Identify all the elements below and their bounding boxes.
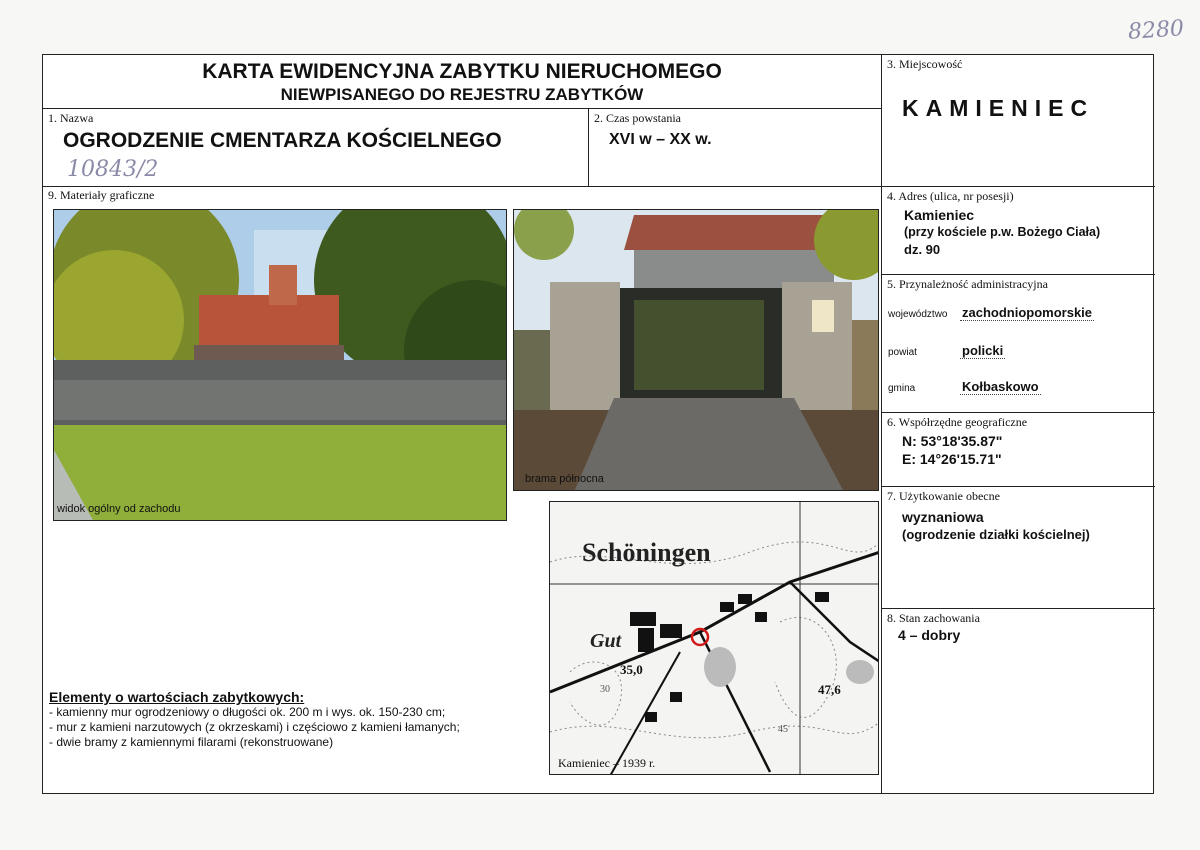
voivodeship-key: województwo	[888, 309, 948, 320]
county-key: powiat	[888, 347, 917, 358]
coords-cell	[882, 413, 1155, 487]
admin-label: 5. Przynależność administracyjna	[887, 277, 1048, 291]
admin-row-voivodeship	[888, 305, 1094, 321]
period-cell	[589, 109, 881, 187]
photo-north-gate-caption: brama północna	[525, 473, 604, 485]
map-title: Schöningen	[582, 538, 711, 567]
card-title: KARTA EWIDENCYJNA ZABYTKU NIERUCHOMEGO	[202, 60, 722, 83]
map-elevation-3: 30	[600, 684, 610, 695]
heritage-section	[49, 689, 549, 750]
coords-north: N: 53°18'35.87"	[902, 433, 1003, 449]
condition-value: 4 – dobry	[898, 627, 961, 643]
locality-label: 3. Miejscowość	[887, 57, 963, 71]
locality-value: KAMIENIEC	[902, 95, 1095, 121]
map-caption: Kamieniec – 1939 r.	[558, 756, 656, 770]
usage-line1: wyznaniowa	[902, 509, 984, 525]
historic-map	[549, 501, 879, 775]
photo-west-view	[53, 209, 507, 521]
coords-label: 6. Współrzędne geograficzne	[887, 415, 1028, 429]
period-value: XVI w – XX w.	[609, 131, 712, 148]
commune-key: gmina	[888, 383, 916, 394]
map-elevation-2: 47,6	[818, 682, 841, 697]
archive-number: 8280	[1127, 16, 1185, 45]
address-cell	[882, 187, 1155, 275]
photo-north-gate	[513, 209, 879, 491]
map-elevation-1: 35,0	[620, 662, 643, 677]
address-label: 4. Adres (ulica, nr posesji)	[887, 189, 1014, 203]
card-subtitle: NIEWPISANEGO DO REJESTRU ZABYTKÓW	[280, 85, 644, 104]
address-line2: (przy kościele p.w. Bożego Ciała)	[904, 225, 1101, 239]
name-label: 1. Nazwa	[48, 111, 94, 125]
heritage-item: - dwie bramy z kamiennymi filarami (rekonstruowane)	[49, 735, 334, 749]
heritage-item: - kamienny mur ogrodzeniowy o długości ok. 200 m i wys. ok. 150-230 cm;	[49, 705, 446, 719]
photo-north-gate-image	[514, 210, 879, 491]
commune-value: Kołbaskowo	[962, 379, 1039, 394]
usage-line2: (ogrodzenie działki kościelnej)	[902, 527, 1090, 542]
map-gut-label: Gut	[590, 630, 622, 652]
usage-cell	[882, 487, 1155, 609]
address-line3: dz. 90	[904, 242, 941, 257]
voivodeship-value: zachodniopomorskie	[962, 305, 1093, 320]
county-value: policki	[962, 343, 1004, 358]
name-cell	[43, 109, 589, 187]
condition-cell	[882, 609, 1155, 793]
record-card	[42, 54, 1154, 794]
name-value: OGRODZENIE CMENTARZA KOŚCIELNEGO	[63, 129, 502, 152]
photo-west-view-image	[54, 210, 507, 521]
card-header	[43, 55, 881, 109]
coords-east: E: 14°26'15.71"	[902, 451, 1002, 467]
graphics-label: 9. Materiały graficzne	[48, 188, 155, 202]
address-line1: Kamieniec	[904, 207, 975, 223]
condition-label: 8. Stan zachowania	[887, 611, 980, 625]
admin-row-county	[888, 343, 1005, 359]
heritage-title: Elementy o wartościach zabytkowych:	[49, 689, 305, 705]
heritage-item: - mur z kamieni narzutowych (z okrzeskami) i częściowo z kamieni łamanych;	[49, 720, 460, 734]
photo-west-view-caption: widok ogólny od zachodu	[57, 503, 181, 515]
usage-label: 7. Użytkowanie obecne	[887, 489, 1000, 503]
period-label: 2. Czas powstania	[594, 111, 681, 125]
admin-cell	[882, 275, 1155, 413]
locality-cell	[882, 55, 1155, 187]
admin-row-commune	[888, 379, 1041, 395]
map-elevation-4: 45	[778, 724, 788, 735]
right-column	[881, 55, 1154, 793]
name-handwritten-number: 10843/2	[67, 157, 159, 182]
